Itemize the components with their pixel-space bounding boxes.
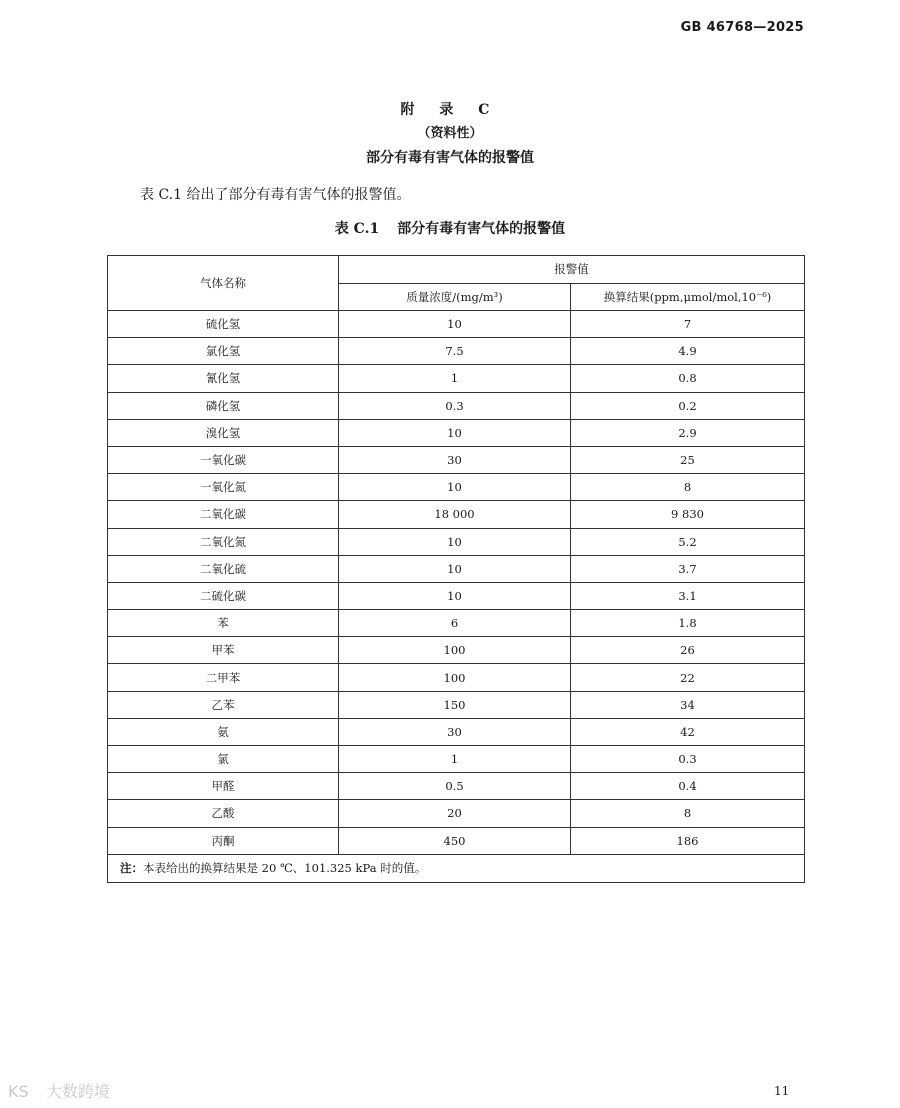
mass-concentration-cell: 0.5: [339, 773, 571, 800]
gas-name-cell: 氯化氢: [108, 338, 339, 365]
converted-result-cell: 4.9: [571, 338, 805, 365]
mass-concentration-cell: 0.3: [339, 392, 571, 419]
table-row: [108, 800, 805, 827]
annex-nature: （资料性）: [417, 126, 483, 141]
converted-result-cell: 1.8: [571, 610, 805, 637]
mass-concentration-cell: 1: [339, 365, 571, 392]
table-row: [108, 555, 805, 582]
table-row: [108, 691, 805, 718]
table-row: [108, 501, 805, 528]
converted-result-cell: 8: [571, 800, 805, 827]
table-caption-number: 表 C.1: [334, 221, 380, 237]
converted-result-cell: 2.9: [571, 419, 805, 446]
table-row: [108, 773, 805, 800]
table-row: [108, 827, 805, 854]
converted-result-cell: 26: [571, 637, 805, 664]
gas-name-cell: 氰化氢: [108, 365, 339, 392]
mass-concentration-cell: 10: [339, 474, 571, 501]
table-caption: [0, 218, 900, 238]
gas-name-cell: 一氧化氮: [108, 474, 339, 501]
table-note: [108, 854, 805, 882]
converted-result-cell: 42: [571, 718, 805, 745]
table-row: [108, 664, 805, 691]
mass-concentration-cell: 10: [339, 555, 571, 582]
mass-concentration-cell: 20: [339, 800, 571, 827]
mass-concentration-cell: 150: [339, 691, 571, 718]
converted-result-cell: 3.7: [571, 555, 805, 582]
table-row: [108, 528, 805, 555]
note-label: 注：: [120, 861, 143, 876]
table-row: [108, 610, 805, 637]
gas-name-cell: 二硫化碳: [108, 582, 339, 609]
mass-concentration-cell: 10: [339, 311, 571, 338]
mass-concentration-cell: 10: [339, 582, 571, 609]
converted-result-cell: 3.1: [571, 582, 805, 609]
converted-result-cell: 8: [571, 474, 805, 501]
mass-concentration-cell: 100: [339, 664, 571, 691]
mass-concentration-cell: 6: [339, 610, 571, 637]
mass-concentration-cell: 1: [339, 746, 571, 773]
annex-subject: 部分有毒有害气体的报警值: [366, 150, 534, 166]
header-mass-concentration: 质量浓度/(mg/m³): [339, 283, 571, 311]
table-row: [108, 365, 805, 392]
header-gas-name: 气体名称: [108, 256, 339, 311]
gas-name-cell: 二氧化碳: [108, 501, 339, 528]
standard-code: GB 46768—2025: [680, 20, 804, 35]
table-caption-title: 部分有毒有害气体的报警值: [397, 221, 566, 237]
watermark: [8, 1079, 110, 1102]
mass-concentration-cell: 100: [339, 637, 571, 664]
table-body: [108, 311, 805, 855]
gas-name-cell: 甲醛: [108, 773, 339, 800]
gas-name-cell: 一氧化碳: [108, 446, 339, 473]
table-row: [108, 311, 805, 338]
converted-result-cell: 7: [571, 311, 805, 338]
annex-title: 附 录 C: [400, 102, 500, 118]
header-alarm-value: 报警值: [339, 256, 805, 284]
watermark-logo-icon: [8, 1080, 42, 1102]
converted-result-cell: 0.4: [571, 773, 805, 800]
mass-concentration-cell: 30: [339, 446, 571, 473]
alarm-values-table: [107, 255, 805, 883]
converted-result-cell: 5.2: [571, 528, 805, 555]
mass-concentration-cell: 10: [339, 528, 571, 555]
header-converted-result: 换算结果(ppm,μmol/mol,10⁻⁶): [571, 283, 805, 311]
converted-result-cell: 0.2: [571, 392, 805, 419]
watermark-text: 大数跨境: [46, 1082, 111, 1101]
watermark-logo-text: KS: [8, 1081, 29, 1101]
gas-name-cell: 二氧化硫: [108, 555, 339, 582]
converted-result-cell: 22: [571, 664, 805, 691]
converted-result-cell: 34: [571, 691, 805, 718]
gas-name-cell: 甲苯: [108, 637, 339, 664]
gas-name-cell: 二氧化氮: [108, 528, 339, 555]
intro-paragraph: 表 C.1 给出了部分有毒有害气体的报警值。: [140, 187, 411, 203]
table-row: [108, 392, 805, 419]
gas-name-cell: 乙苯: [108, 691, 339, 718]
mass-concentration-cell: 10: [339, 419, 571, 446]
table-row: [108, 338, 805, 365]
table-row: [108, 582, 805, 609]
table-row: [108, 446, 805, 473]
gas-name-cell: 二甲苯: [108, 664, 339, 691]
converted-result-cell: 0.3: [571, 746, 805, 773]
gas-name-cell: 磷化氢: [108, 392, 339, 419]
gas-name-cell: 溴化氢: [108, 419, 339, 446]
converted-result-cell: 25: [571, 446, 805, 473]
note-text: 本表给出的换算结果是 20 ℃、101.325 kPa 时的值。: [143, 861, 427, 876]
gas-name-cell: 乙酸: [108, 800, 339, 827]
table-row: [108, 474, 805, 501]
gas-name-cell: 丙酮: [108, 827, 339, 854]
mass-concentration-cell: 7.5: [339, 338, 571, 365]
table-row: [108, 746, 805, 773]
gas-name-cell: 硫化氢: [108, 311, 339, 338]
converted-result-cell: 186: [571, 827, 805, 854]
converted-result-cell: 9 830: [571, 501, 805, 528]
converted-result-cell: 0.8: [571, 365, 805, 392]
mass-concentration-cell: 30: [339, 718, 571, 745]
table-row: [108, 419, 805, 446]
table-row: [108, 637, 805, 664]
gas-name-cell: 氯: [108, 746, 339, 773]
mass-concentration-cell: 18 000: [339, 501, 571, 528]
gas-name-cell: 氨: [108, 718, 339, 745]
page-number: 11: [774, 1084, 790, 1098]
gas-name-cell: 苯: [108, 610, 339, 637]
table-row: [108, 718, 805, 745]
mass-concentration-cell: 450: [339, 827, 571, 854]
